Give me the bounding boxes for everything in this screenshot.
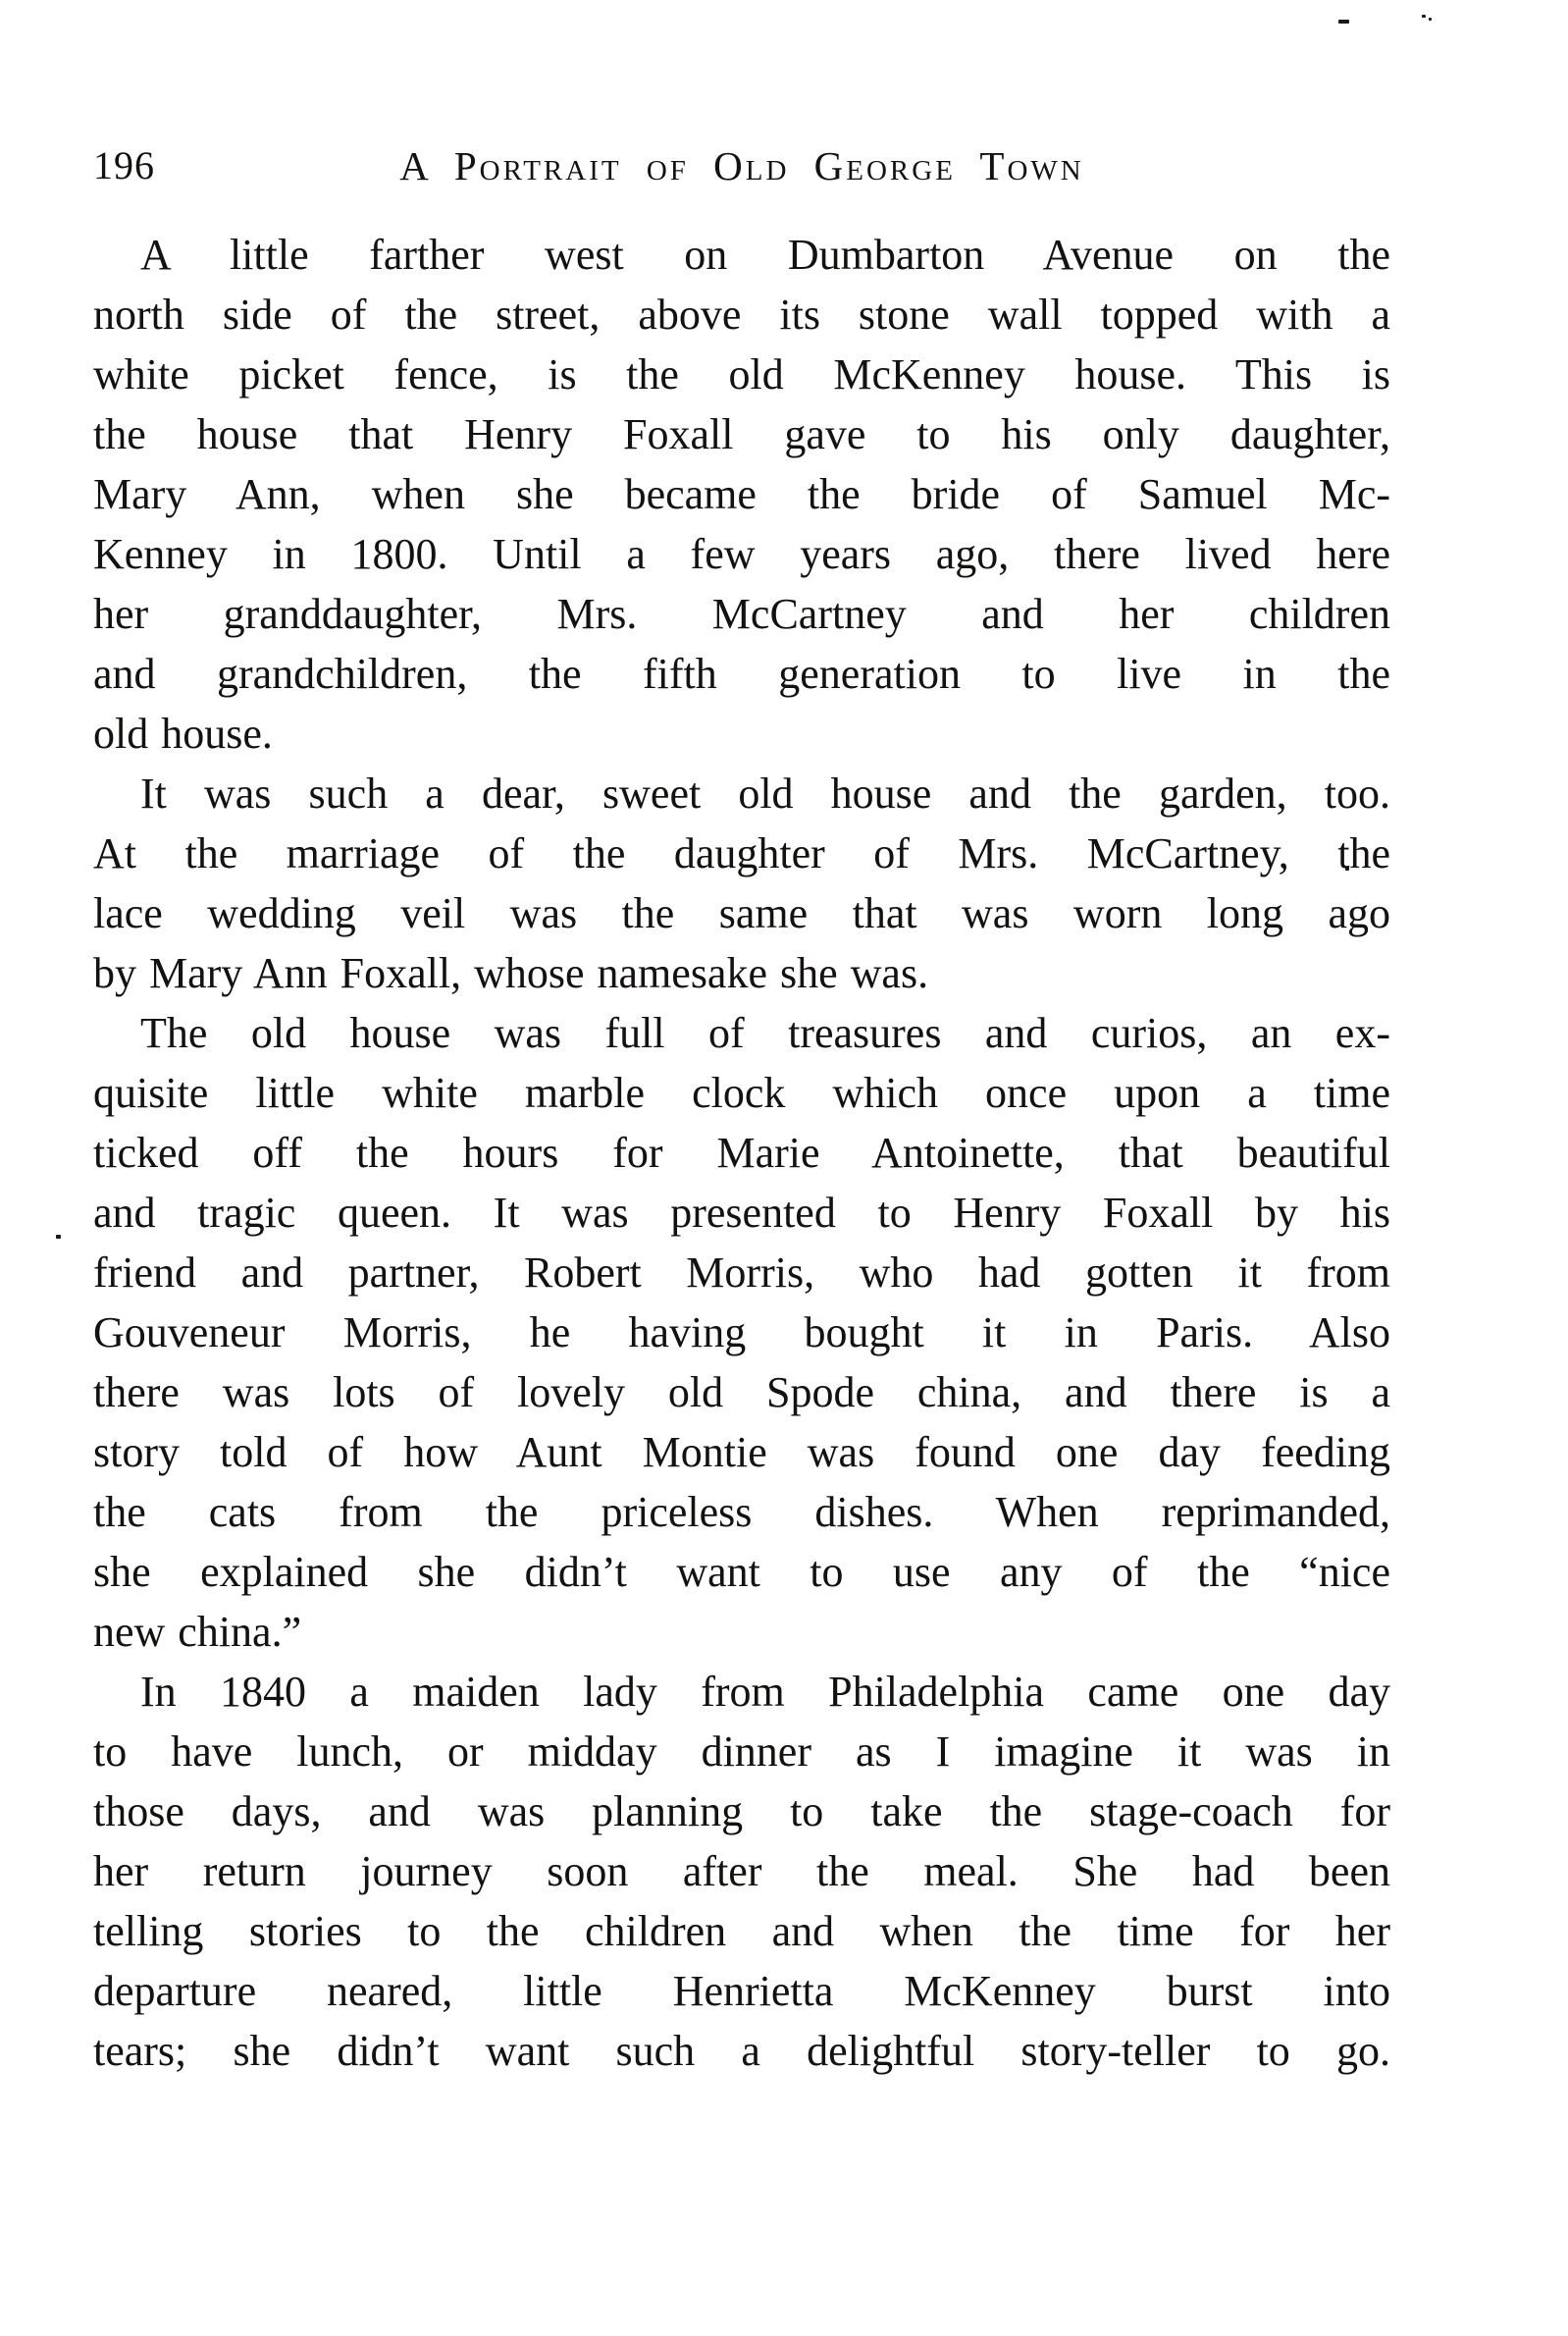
text-line: those days, and was planning to take the stage-coach for — [93, 1787, 1390, 1835]
text-line: her granddaughter, Mrs. McCartney and her children — [93, 590, 1390, 638]
text-line: Kenney in 1800. Until a few years ago, there lived here — [93, 530, 1390, 578]
scan-speck — [1338, 20, 1349, 24]
text-line: lace wedding veil was the same that was worn long ago — [93, 889, 1390, 937]
text-line: quisite little white marble clock which once upon a time — [93, 1069, 1390, 1117]
text-line: tears; she didn’t want such a delightful story-teller to go. — [93, 2027, 1390, 2075]
text-line: old house. — [93, 710, 273, 758]
text-line: white picket fence, is the old McKenney house. This is — [93, 350, 1390, 398]
scan-speck — [1429, 18, 1432, 21]
text-line: It was such a dear, sweet old house and the garden, too. — [140, 770, 1390, 818]
text-line: departure neared, little Henrietta McKenney burst into — [93, 1967, 1390, 2015]
text-line: The old house was full of treasures and curios, an ex- — [140, 1009, 1390, 1057]
text-line: At the marriage of the daughter of Mrs. McCartney, the — [93, 829, 1390, 877]
text-line: to have lunch, or midday dinner as I imagine it was in — [93, 1727, 1390, 1776]
scan-speck — [56, 1235, 61, 1239]
text-line: Mary Ann, when she became the bride of Samuel Mc- — [93, 470, 1390, 518]
text-line: the cats from the priceless dishes. When reprimanded, — [93, 1488, 1390, 1536]
text-line: story told of how Aunt Montie was found one day feeding — [93, 1428, 1390, 1476]
text-line: she explained she didn’t want to use any of the “nice — [93, 1548, 1390, 1596]
running-title: A Portrait of Old George Town — [399, 143, 1084, 188]
text-line: A little farther west on Dumbarton Avenue on the — [140, 231, 1390, 279]
text-line: her return journey soon after the meal. She had been — [93, 1847, 1390, 1895]
page-number: 196 — [93, 143, 155, 187]
text-line: by Mary Ann Foxall, whose namesake she was. — [93, 949, 929, 997]
text-line: In 1840 a maiden lady from Philadelphia came one day — [140, 1668, 1390, 1716]
text-line: and tragic queen. It was presented to Henry Foxall by his — [93, 1189, 1390, 1237]
text-line: the house that Henry Foxall gave to his only daughter, — [93, 410, 1390, 458]
text-line: friend and partner, Robert Morris, who had gotten it from — [93, 1248, 1390, 1297]
running-head — [93, 143, 1390, 188]
text-line: and grandchildren, the fifth generation to live in the — [93, 650, 1390, 698]
text-line: there was lots of lovely old Spode china, and there is a — [93, 1368, 1390, 1416]
text-line: telling stories to the children and when the time for her — [93, 1907, 1390, 1955]
text-line: north side of the street, above its stone wall topped with a — [93, 291, 1390, 339]
scan-speck — [1422, 15, 1426, 18]
body-text — [93, 225, 1390, 2081]
text-line: new china.” — [93, 1608, 302, 1656]
text-line: ticked off the hours for Marie Antoinette, that beautiful — [93, 1129, 1390, 1177]
text-line: Gouveneur Morris, he having bought it in Paris. Also — [93, 1308, 1390, 1356]
